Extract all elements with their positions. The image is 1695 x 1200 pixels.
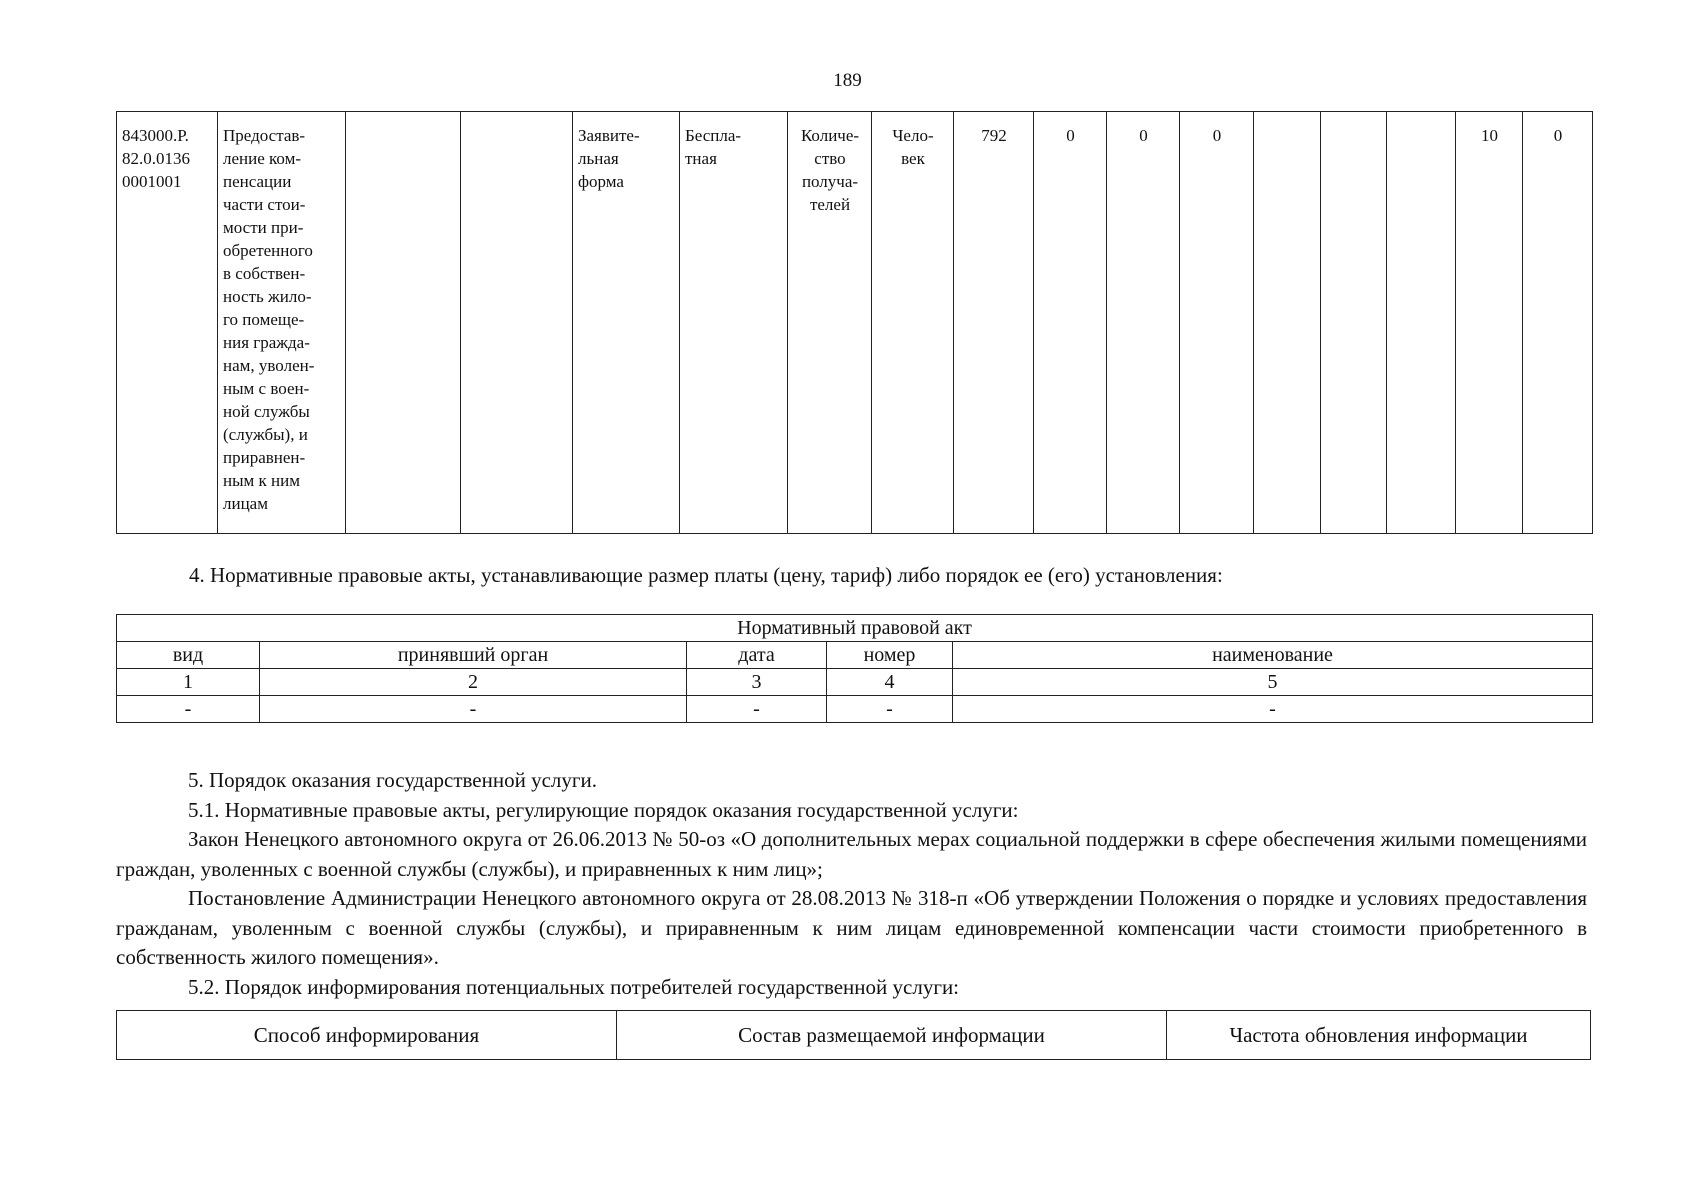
deviation-absolute-cell: 0 (1523, 112, 1593, 534)
table-cell: - (687, 696, 827, 723)
service-name-cell: Предостав- ление ком- пенсации части стои- мости при- обретенного в собствен- ность жило- го помеще- ния гражда- нам, уволен- ным с воен- ной службы (службы), и приравнен- ным к ним лицам (218, 112, 346, 534)
column-number: 4 (827, 669, 953, 696)
value-cell: 0 (1107, 112, 1180, 534)
column-header: Способ информирования (117, 1011, 617, 1060)
column-number: 5 (953, 669, 1593, 696)
table-cell: - (260, 696, 687, 723)
column-header: принявший орган (260, 642, 687, 669)
table-cell: - (827, 696, 953, 723)
indicator-cell: Количе- ство получа- телей (788, 112, 872, 534)
table-row (117, 696, 1593, 723)
unit-cell: Чело- век (872, 112, 954, 534)
section5-1-heading: 5.1. Нормативные правовые акты, регулирующие порядок оказания государственной услуги: (188, 797, 1019, 822)
form-cell: Заявите- льная форма (573, 112, 680, 534)
column-header: Состав размещаемой информации (617, 1011, 1167, 1060)
column-number: 3 (687, 669, 827, 696)
column-header: вид (117, 642, 260, 669)
column-header: дата (687, 642, 827, 669)
table-cell: - (953, 696, 1593, 723)
table-header-row (117, 615, 1593, 642)
section5-2-heading: 5.2. Порядок информирования потенциальных потребителей государственной услуги: (188, 974, 960, 999)
okei-code-cell: 792 (954, 112, 1034, 534)
section5-heading: 5. Порядок оказания государственной услуги. (188, 768, 597, 792)
column-header: Частота обновления информации (1167, 1011, 1591, 1060)
group-header: Нормативный правовой акт (117, 615, 1593, 642)
legal-acts-table (116, 614, 1593, 723)
payment-cell: Беспла- тная (680, 112, 788, 534)
table-cell: - (117, 696, 260, 723)
section4-heading: 4. Нормативные правовые акты, устанавливающие размер платы (цену, тариф) либо порядок ее (его) установления: (189, 563, 1223, 587)
table-row (117, 669, 1593, 696)
table-header-row (117, 642, 1593, 669)
table-header-row (117, 1011, 1591, 1060)
law-reference-2: Постановление Администрации Ненецкого автономного округа от 28.08.2013 № 318-п «Об утверждении Положения о порядке и условиях предоставления гражданам, уволенным с военной службы (службы), и приравненным к ним лицам единовременной компенсации части стоимости приобретенного в собственность жилого помещения». (116, 886, 1587, 969)
table-row (117, 112, 1593, 534)
section5-text (116, 766, 1587, 1002)
empty-cell (1321, 112, 1387, 534)
column-header: номер (827, 642, 953, 669)
column-header: наименование (953, 642, 1593, 669)
registry-code-cell: 843000.Р. 82.0.0136 0001001 (117, 112, 218, 534)
value-cell: 0 (1034, 112, 1107, 534)
deviation-percent-cell: 10 (1456, 112, 1523, 534)
informing-table (116, 1010, 1591, 1060)
column-number: 1 (117, 669, 260, 696)
page-number: 189 (833, 70, 862, 91)
empty-cell (1254, 112, 1321, 534)
empty-cell (461, 112, 573, 534)
column-number: 2 (260, 669, 687, 696)
service-volume-table (116, 111, 1593, 534)
value-cell: 0 (1180, 112, 1254, 534)
empty-cell (1387, 112, 1456, 534)
empty-cell (346, 112, 461, 534)
law-reference-1: Закон Ненецкого автономного округа от 26.06.2013 № 50-оз «О дополнительных мерах социальной поддержки в сфере обеспечения жилыми помещениями граждан, уволенных с военной службы (службы), и приравненных к ним лиц»; (116, 827, 1587, 881)
